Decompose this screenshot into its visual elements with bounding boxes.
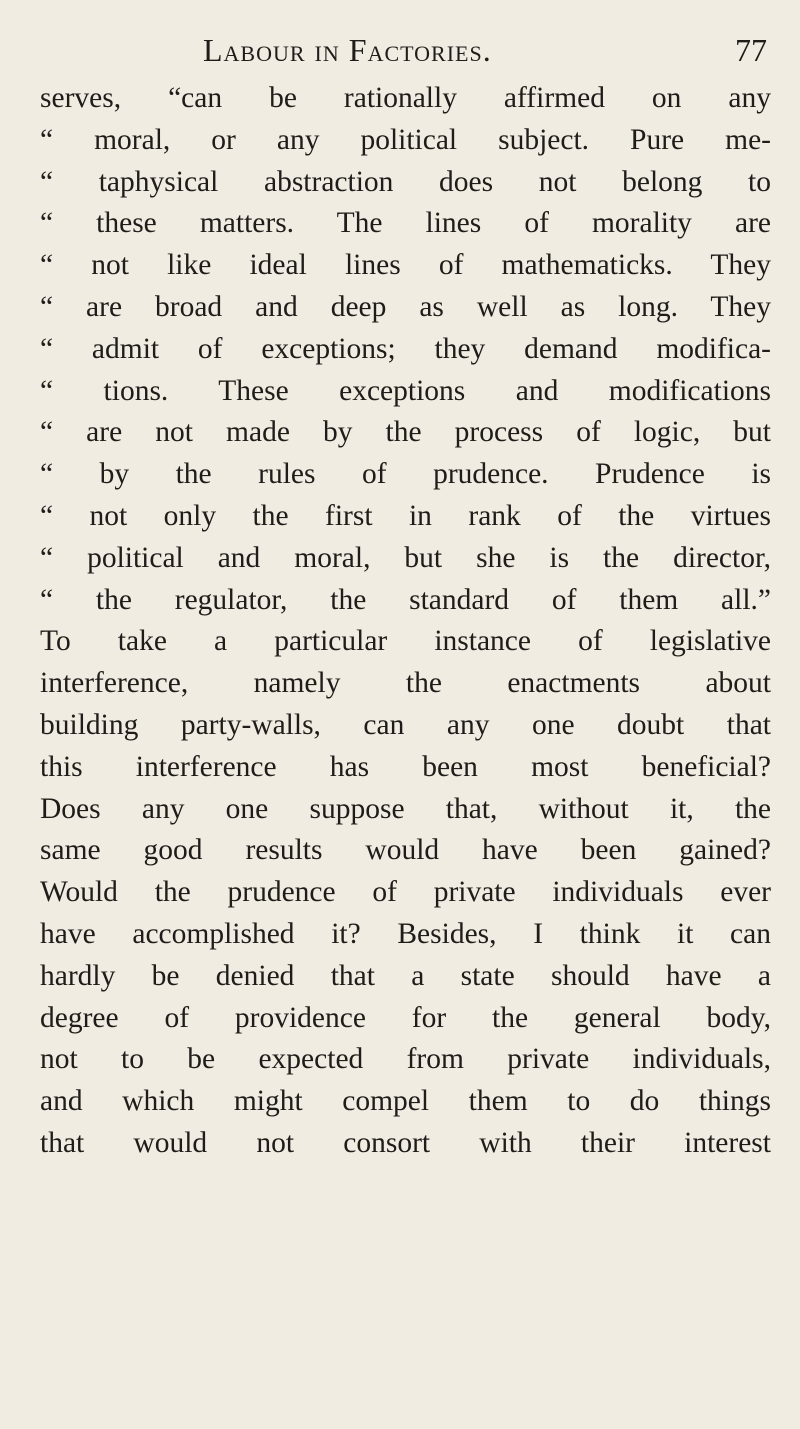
- text-line: “ not like ideal lines of mathematicks. They: [40, 249, 771, 282]
- text-line: “ not only the first in rank of the virtues: [40, 499, 771, 532]
- text-line: “ moral, or any political subject. Pure me-: [40, 123, 771, 156]
- text-line: this interference has been most beneficial?: [40, 750, 771, 783]
- text-line: interference, namely the enactments about: [40, 667, 771, 700]
- text-line: To take a particular instance of legislative: [40, 625, 771, 658]
- page-number: 77: [735, 32, 767, 68]
- running-head: Labour in Factories.: [203, 32, 492, 68]
- text-line: serves, “can be rationally affirmed on any: [40, 82, 771, 114]
- text-line: “ are not made by the process of logic, but: [40, 416, 771, 449]
- text-line: and which might compel them to do things: [40, 1085, 771, 1118]
- text-line: Does any one suppose that, without it, the: [40, 792, 771, 825]
- text-line: “ the regulator, the standard of them all.”: [40, 583, 771, 616]
- body-text: [40, 78, 771, 1165]
- text-line: “ admit of exceptions; they demand modifica-: [40, 332, 771, 365]
- text-line: degree of providence for the general body,: [40, 1001, 771, 1034]
- text-line: “ political and moral, but she is the director,: [40, 541, 771, 574]
- text-line: “ by the rules of prudence. Prudence is: [40, 458, 771, 491]
- text-line: “ are broad and deep as well as long. They: [40, 290, 771, 323]
- text-line: that would not consort with their interest: [40, 1126, 771, 1159]
- text-line: have accomplished it? Besides, I think it can: [40, 917, 771, 950]
- text-line: “ these matters. The lines of morality are: [40, 207, 771, 240]
- text-line: “ tions. These exceptions and modifications: [40, 374, 771, 407]
- text-line: same good results would have been gained?: [40, 834, 771, 867]
- text-line: not to be expected from private individuals,: [40, 1043, 771, 1076]
- text-line: building party-walls, can any one doubt that: [40, 708, 771, 741]
- text-line: Would the prudence of private individuals ever: [40, 876, 771, 909]
- text-line: hardly be denied that a state should have a: [40, 959, 771, 992]
- page-header: [0, 28, 800, 78]
- text-line: “ taphysical abstraction does not belong to: [40, 165, 771, 198]
